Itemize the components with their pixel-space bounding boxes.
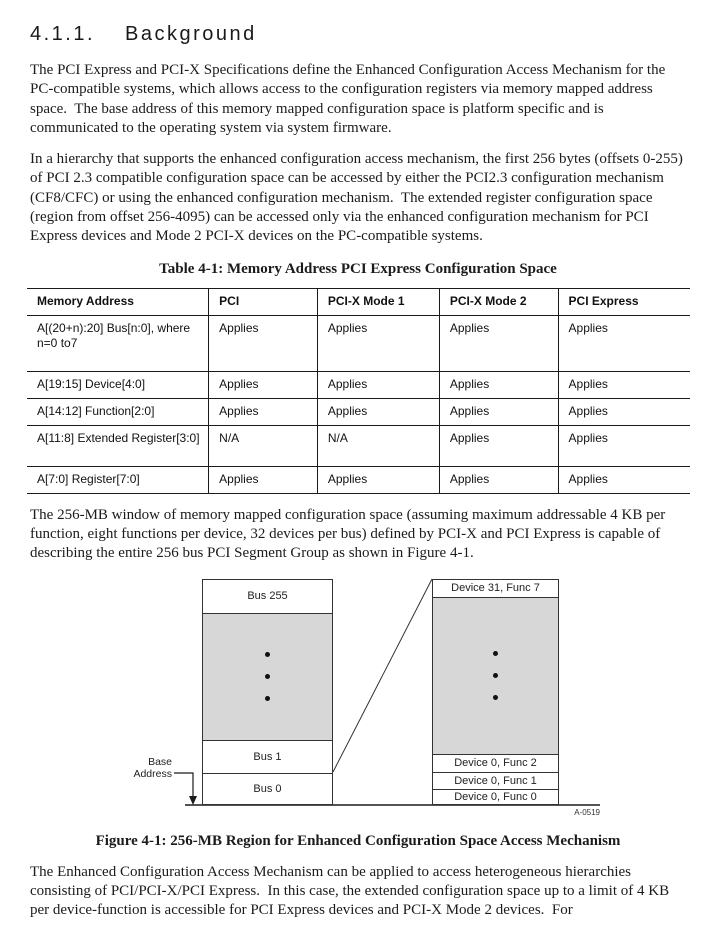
table-cell: Applies — [439, 466, 558, 493]
table-row — [27, 398, 690, 425]
table-header-cell: PCI-X Mode 2 — [439, 288, 558, 315]
table-cell: N/A — [317, 425, 439, 466]
table-cell: N/A — [209, 425, 318, 466]
table-cell: A[(20+n):20] Bus[n:0], where n=0 to7 — [37, 320, 191, 350]
ellipsis-dot-icon — [265, 696, 270, 701]
device-0-func-2-cell: Device 0, Func 2 — [433, 755, 558, 772]
table-cell: A[7:0] Register[7:0] — [37, 471, 140, 486]
table-cell: A[14:12] Function[2:0] — [37, 403, 155, 418]
expansion-line — [333, 579, 432, 772]
ellipsis-dot-icon — [493, 673, 498, 678]
device-0-func-0-cell: Device 0, Func 0 — [433, 789, 558, 804]
bus-ellipsis-region — [203, 613, 332, 741]
table-row — [27, 315, 690, 371]
device-31-func-7-cell: Device 31, Func 7 — [433, 580, 558, 597]
table-cell: Applies — [439, 398, 558, 425]
bus-255-cell: Bus 255 — [203, 580, 332, 613]
table-row — [27, 425, 690, 466]
table-cell: Applies — [558, 398, 690, 425]
table-cell: Applies — [317, 315, 439, 371]
base-address-label: Base Address — [133, 755, 172, 781]
section-title: Background — [125, 23, 257, 45]
table-cell: Applies — [439, 371, 558, 398]
table-cell: Applies — [317, 466, 439, 493]
table-cell: Applies — [439, 425, 558, 466]
paragraph-3: The 256-MB window of memory mapped configuration space (assuming maximum addressable 4 KB per function, eight functions per device, 32 devices per bus) defined by PCI-X and PCI Express is capable of describing the entire 256 bus PCI Segment Group as shown in Figure 4-1. — [30, 506, 670, 562]
section-number: 4.1.1. — [30, 23, 96, 45]
device-0-func-1-cell: Device 0, Func 1 — [433, 772, 558, 789]
figure-connector-lines — [0, 572, 712, 822]
table-cell: Applies — [558, 371, 690, 398]
table-cell: Applies — [209, 466, 318, 493]
base-address-pointer-line — [174, 773, 193, 797]
table-cell: Applies — [558, 315, 690, 371]
bus-0-cell: Bus 0 — [203, 773, 332, 804]
figure-caption: Figure 4-1: 256-MB Region for Enhanced Configuration Space Access Mechanism — [95, 832, 621, 849]
ellipsis-dot-icon — [493, 695, 498, 700]
figure-4-1-diagram — [0, 572, 712, 822]
bus-stack — [202, 579, 333, 805]
paragraph-4: The Enhanced Configuration Access Mechanism can be applied to access heterogeneous hierarchies consisting of PCI/PCI-X/PCI Express. In this case, the extended configuration space up to a limit of 4 KB per device-function is accessible for PCI Express devices and PCI-X Mode 2 devices. For — [30, 863, 673, 919]
table-row — [27, 466, 690, 493]
config-space-table — [27, 288, 690, 494]
paragraph-1: The PCI Express and PCI-X Specifications define the Enhanced Configuration Access Mechanism for the PC-compatible systems, which allows access to the configuration registers via memory mapped address space. The base address of this memory mapped configuration space is platform specific and is communicated to the operating system via system firmware. — [30, 62, 670, 136]
ellipsis-dot-icon — [265, 652, 270, 657]
paragraph-2: In a hierarchy that supports the enhanced configuration access mechanism, the first 256 bytes (offsets 0-255) of PCI 2.3 compatible configuration space can be accessed by either the PCI2.3 configuration mechanism (CF8/CFC) or using the enhanced configuration mechanism. The extended register configuration space (region from offset 256-4095) can be accessed only via the enhanced configuration mechanism for PCI Express devices and Mode 2 PCI-X devices on the PC-compatible systems. — [30, 151, 687, 245]
table-cell: Applies — [317, 398, 439, 425]
table-cell: Applies — [558, 466, 690, 493]
table-caption: Table 4-1: Memory Address PCI Express Configuration Space — [159, 260, 557, 277]
table-cell: Applies — [439, 315, 558, 371]
ellipsis-dot-icon — [493, 651, 498, 656]
table-cell: A[19:15] Device[4:0] — [37, 376, 146, 391]
table-header-cell: Memory Address — [37, 293, 134, 308]
section-heading — [30, 22, 686, 46]
table-header-cell: PCI Express — [558, 288, 690, 315]
table-cell: Applies — [209, 398, 318, 425]
table-header-cell: PCI-X Mode 1 — [317, 288, 439, 315]
table-cell: Applies — [317, 371, 439, 398]
base-address-arrow-icon — [189, 796, 197, 805]
bus-1-cell: Bus 1 — [203, 741, 332, 773]
table-cell: Applies — [558, 425, 690, 466]
ellipsis-dot-icon — [265, 674, 270, 679]
device-ellipsis-region — [433, 597, 558, 755]
artifact-code: A-0519 — [574, 807, 600, 817]
table-cell: A[11:8] Extended Register[3:0] — [37, 430, 200, 445]
table-header-row — [27, 288, 690, 315]
table-header-cell: PCI — [209, 288, 318, 315]
table-cell: Applies — [209, 315, 318, 371]
table-row — [27, 371, 690, 398]
document-page — [0, 22, 712, 950]
device-stack — [432, 579, 559, 805]
table-cell: Applies — [209, 371, 318, 398]
